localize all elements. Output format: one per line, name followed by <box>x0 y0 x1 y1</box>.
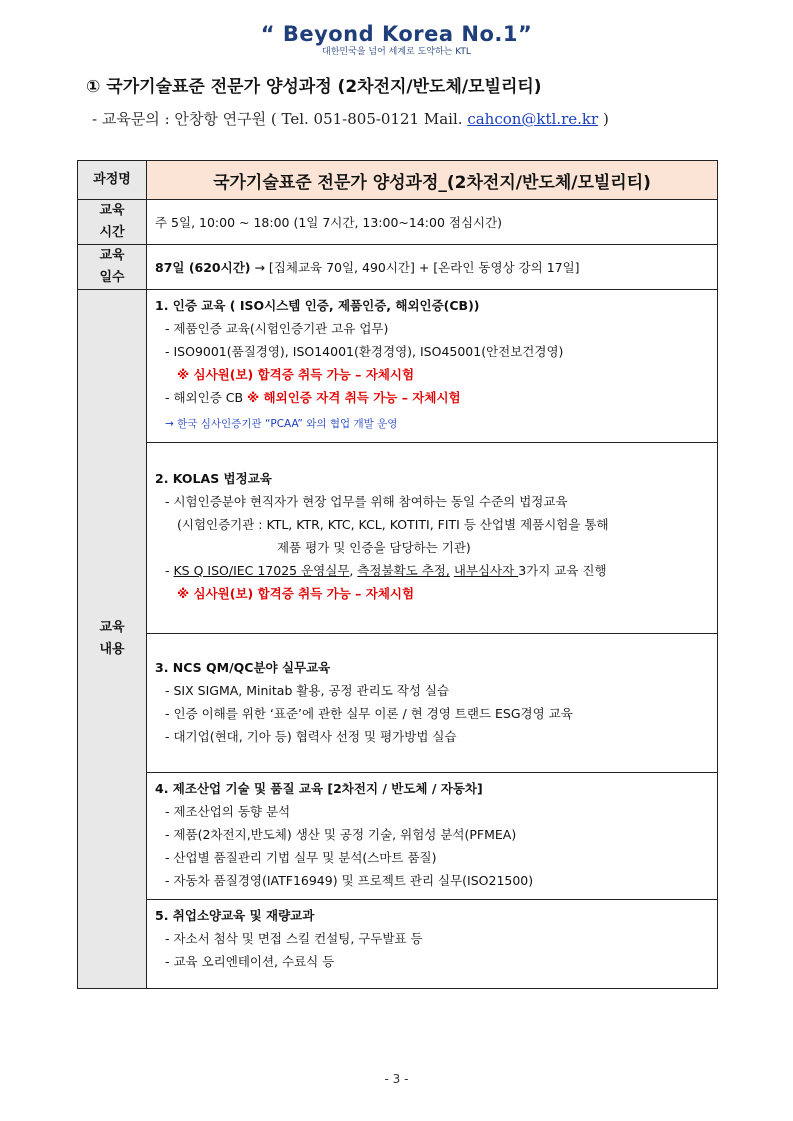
section-4-line: - 자동차 품질경영(IATF16949) 및 프로젝트 관리 실무(ISO21500) <box>165 873 534 888</box>
section-ncs <box>147 634 718 773</box>
time-label-line1: 교육 <box>99 203 125 218</box>
content-label-line2: 내용 <box>99 642 125 657</box>
content-row-1 <box>78 290 718 443</box>
section-2-course-a: KS Q ISO/IEC 17025 운영실무 <box>173 563 350 578</box>
contact-prefix: - 교육문의 : 안창항 연구원 ( Tel. 051-805-0121 Mail. <box>92 110 468 128</box>
section-4-line: - 제품(2차전지,반도체) 생산 및 공정 기술, 위험성 분석(PFMEA) <box>165 827 517 842</box>
content-row-4 <box>78 773 718 900</box>
time-value: 주 5일, 10:00 ~ 18:00 (1일 7시간, 13:00~14:00 점심시간) <box>147 200 718 245</box>
page-heading: ① 국가기술표준 전문가 양성과정 (2차전지/반도체/모빌리티) <box>86 77 542 97</box>
days-label <box>78 245 147 290</box>
contact-line <box>92 108 609 129</box>
contact-suffix: ) <box>598 110 609 128</box>
section-1-collab-note: → 한국 심사인증기관 “PCAA” 와의 협업 개발 운영 <box>165 418 398 430</box>
section-1-title: 1. 인증 교육 ( ISO시스템 인증, 제품인증, 해외인증(CB)) <box>155 298 480 313</box>
contact-email-link[interactable]: cahcon@ktl.re.kr <box>467 110 599 128</box>
section-2-count: 3가지 교육 진행 <box>518 563 607 578</box>
section-5-line: - 교육 오리엔테이션, 수료식 등 <box>165 954 335 969</box>
section-1-line <box>155 386 717 409</box>
section-5-line: - 자소서 첨삭 및 면접 스킬 컨설팅, 구두발표 등 <box>165 931 423 946</box>
section-2-dash: - <box>165 563 174 578</box>
section-1-note: ※ 심사원(보) 합격증 취득 가능 – 자체시험 <box>177 367 415 382</box>
section-1-cb-text: - 해외인증 CB <box>165 390 248 405</box>
content-row-5 <box>78 900 718 989</box>
content-row-2 <box>78 443 718 634</box>
section-1-line: - ISO9001(품질경영), ISO14001(환경경영), ISO45001(안전보건경영) <box>165 344 564 359</box>
section-4-line: - 제조산업의 동향 분석 <box>165 804 291 819</box>
course-label: 과정명 <box>78 161 147 200</box>
section-2-note: ※ 심사원(보) 합격증 취득 가능 – 자체시험 <box>177 586 415 601</box>
days-total: 87일 (620시간) <box>155 260 251 275</box>
section-3-line: - SIX SIGMA, Minitab 활용, 공정 관리도 작성 실습 <box>165 683 450 698</box>
content-row-3 <box>78 634 718 773</box>
logo-main-text: “ Beyond Korea No.1” <box>260 22 533 46</box>
time-label-line2: 시간 <box>99 225 125 240</box>
section-2-line: (시험인증기관 : KTL, KTR, KTC, KCL, KOTITI, FITI 등 산업별 제품시험을 통해 <box>177 517 609 532</box>
section-3-title: 3. NCS QM/QC분야 실무교육 <box>155 660 331 675</box>
time-label <box>78 200 147 245</box>
section-5-title: 5. 취업소양교육 및 재량교과 <box>155 908 315 923</box>
time-row <box>78 200 718 245</box>
section-manufacturing <box>147 773 718 900</box>
section-2-line: 제품 평가 및 인증을 담당하는 기관) <box>277 540 471 555</box>
days-row <box>78 245 718 290</box>
section-4-line: - 산업별 품질관리 기법 실무 및 분석(스마트 품질) <box>165 850 437 865</box>
section-3-line: - 대기업(현대, 기아 등) 협력사 선정 및 평가방법 실습 <box>165 729 457 744</box>
ktl-slogan-logo <box>0 22 793 58</box>
course-name-row <box>78 161 718 200</box>
section-2-course-b: 측정불확도 추정, <box>357 563 450 578</box>
course-name: 국가기술표준 전문가 양성과정_(2차전지/반도체/모빌리티) <box>147 161 718 200</box>
section-2-title: 2. KOLAS 법정교육 <box>155 471 272 486</box>
section-2-line <box>155 559 717 582</box>
page-number: - 3 - <box>384 1072 409 1086</box>
section-employment <box>147 900 718 989</box>
days-label-line2: 일수 <box>99 270 125 285</box>
section-2-sep: , <box>349 563 358 578</box>
section-1-line: - 제품인증 교육(시험인증기관 고유 업무) <box>165 321 389 336</box>
section-4-title: 4. 제조산업 기술 및 품질 교육 [2차전지 / 반도체 / 자동차] <box>155 781 483 796</box>
days-value <box>147 245 718 290</box>
section-1-cb-note: ※ 해외인증 자격 취득 가능 – 자체시험 <box>247 390 461 405</box>
days-label-line1: 교육 <box>99 248 125 263</box>
section-2-course-c: 내부심사자 <box>453 563 519 578</box>
course-table <box>77 160 718 989</box>
days-breakdown: → [집체교육 70일, 490시간] + [온라인 동영상 강의 17일] <box>250 260 580 275</box>
section-2-line: - 시험인증분야 현직자가 현장 업무를 위해 참여하는 동일 수준의 법정교육 <box>165 494 568 509</box>
logo-sub-text: 대한민국을 넘어 세계로 도약하는 KTL <box>322 47 471 57</box>
content-label-line1: 교육 <box>99 620 125 635</box>
section-3-line: - 인증 이해를 위한 ‘표준’에 관한 실무 이론 / 현 경영 트랜드 ESG경영 교육 <box>165 706 573 721</box>
content-label <box>78 290 147 989</box>
section-kolas <box>147 443 718 634</box>
section-certification <box>147 290 718 443</box>
